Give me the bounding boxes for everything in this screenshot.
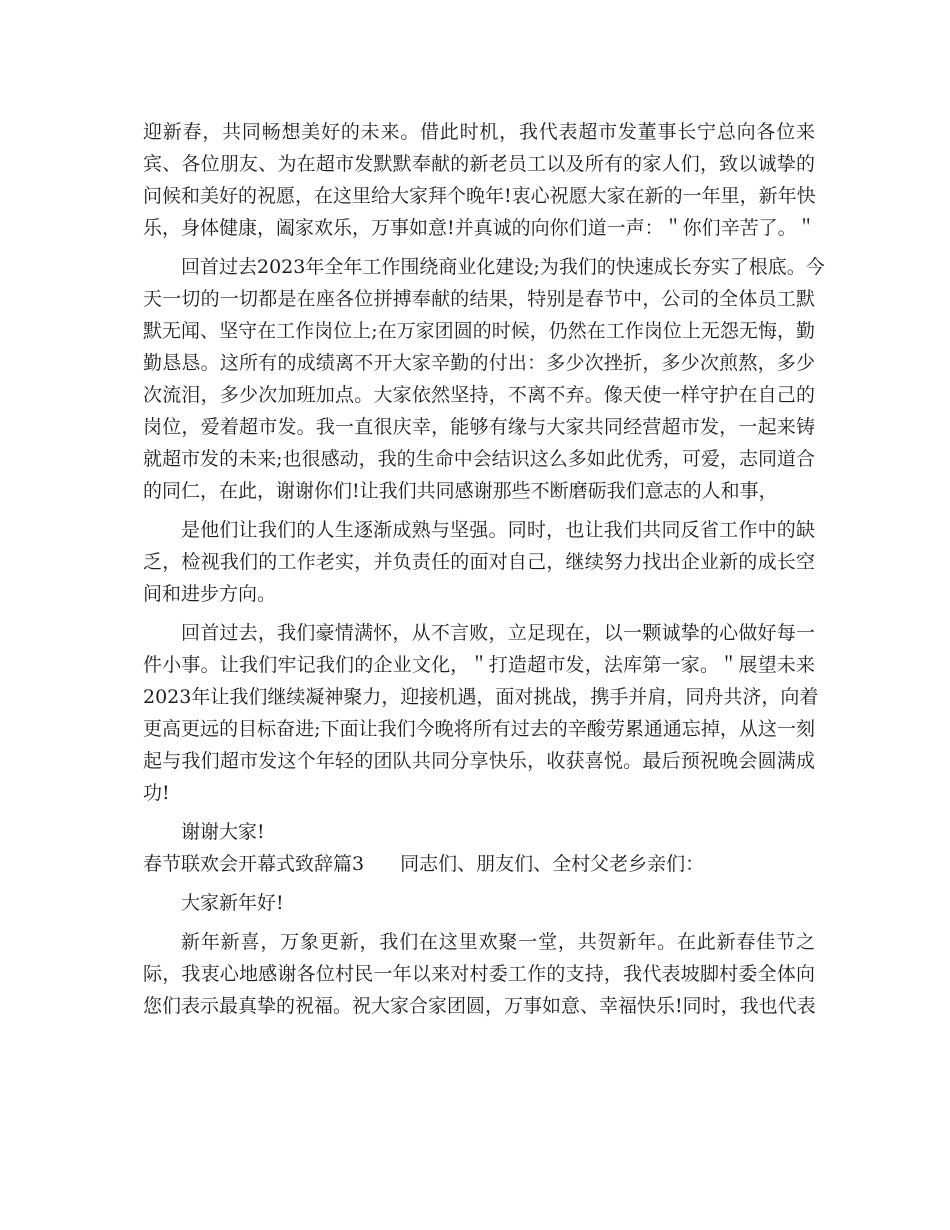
text-line: 回首过去，我们豪情满怀，从不言败，立足现在，以一颗诚挚的心做好每一 <box>181 622 815 644</box>
text-line: 间和进步方向。 <box>143 583 277 605</box>
document-body <box>143 116 825 1022</box>
text-line: 谢谢大家! <box>181 821 265 843</box>
section-title: 春节联欢会开幕式致辞篇3 <box>143 853 365 875</box>
text-line: 迎新春，共同畅想美好的未来。借此时机，我代表超市发董事长宁总向各位来 <box>143 121 815 143</box>
text-line: 2023年让我们继续凝神聚力，迎接机遇，面对挑战，携手并肩，同舟共济，向着 <box>143 686 819 708</box>
text-line <box>143 848 815 880</box>
text-line: 乏，检视我们的工作老实，并负责任的面对自己，继续努力找出企业新的成长空 <box>143 551 815 573</box>
paragraph <box>143 514 815 610</box>
text-line: 天一切的一切都是在座各位拼搏奉献的结果，特别是春节中，公司的全体员工默 <box>143 288 815 310</box>
section-heading <box>143 848 815 880</box>
text-line: 乐，身体健康，阖家欢乐，万事如意!并真诚的向你们道一声：＂你们辛苦了。＂ <box>143 217 816 239</box>
text-line: 就超市发的未来;也很感动，我的生命中会结识这么多如此优秀，可爱，志同道合 <box>143 448 815 470</box>
text-line: 起与我们超市发这个年轻的团队共同分享快乐，收获喜悦。最后预祝晚会圆满成 <box>143 750 815 772</box>
paragraph <box>143 251 825 507</box>
text-line: 大家新年好! <box>181 892 284 914</box>
text-line: 回首过去2023年全年工作围绕商业化建设;为我们的快速成长夯实了根底。今 <box>181 256 825 278</box>
text-line: 功! <box>143 782 170 804</box>
text-line: 您们表示最真挚的祝福。祝大家合家团圆，万事如意、幸福快乐!同时，我也代表 <box>143 995 816 1017</box>
text-line: 际，我衷心地感谢各位村民一年以来对村委工作的支持，我代表坡脚村委全体向 <box>143 963 815 985</box>
paragraph <box>143 116 815 244</box>
paragraph <box>143 926 815 1022</box>
text-line: 勤恳恳。这所有的成绩离不开大家辛勤的付出：多少次挫折，多少次煎熬，多少 <box>143 352 815 374</box>
text-line: 更高更远的目标奋进;下面让我们今晚将所有过去的辛酸劳累通通忘掉，从这一刻 <box>143 718 815 740</box>
section-greeting: 同志们、朋友们、全村父老乡亲们： <box>400 853 705 875</box>
text-line: 是他们让我们的人生逐渐成熟与坚强。同时，也让我们共同反省工作中的缺 <box>181 519 815 541</box>
text-line: 的同仁，在此，谢谢你们!让我们共同感谢那些不断磨砺我们意志的人和事， <box>143 480 778 502</box>
text-line: 次流泪，多少次加班加点。大家依然坚持，不离不弃。像天使一样守护在自己的 <box>143 384 815 406</box>
text-line: 新年新喜，万象更新，我们在这里欢聚一堂，共贺新年。在此新春佳节之 <box>181 931 815 953</box>
text-line: 宾、各位朋友、为在超市发默默奉献的新老员工以及所有的家人们，致以诚挚的 <box>143 153 815 175</box>
text-line: 岗位，爱着超市发。我一直很庆幸，能够有缘与大家共同经营超市发，一起来铸 <box>143 416 815 438</box>
text-line: 问候和美好的祝愿，在这里给大家拜个晚年!衷心祝愿大家在新的一年里，新年快 <box>143 185 816 207</box>
text-line: 默无闻、坚守在工作岗位上;在万家团圆的时候，仍然在工作岗位上无怨无悔，勤 <box>143 320 815 342</box>
paragraph <box>143 617 819 809</box>
paragraph <box>143 887 815 919</box>
paragraph <box>143 816 815 848</box>
text-line: 件小事。让我们牢记我们的企业文化，＂打造超市发，法库第一家。＂展望未来 <box>143 654 815 676</box>
